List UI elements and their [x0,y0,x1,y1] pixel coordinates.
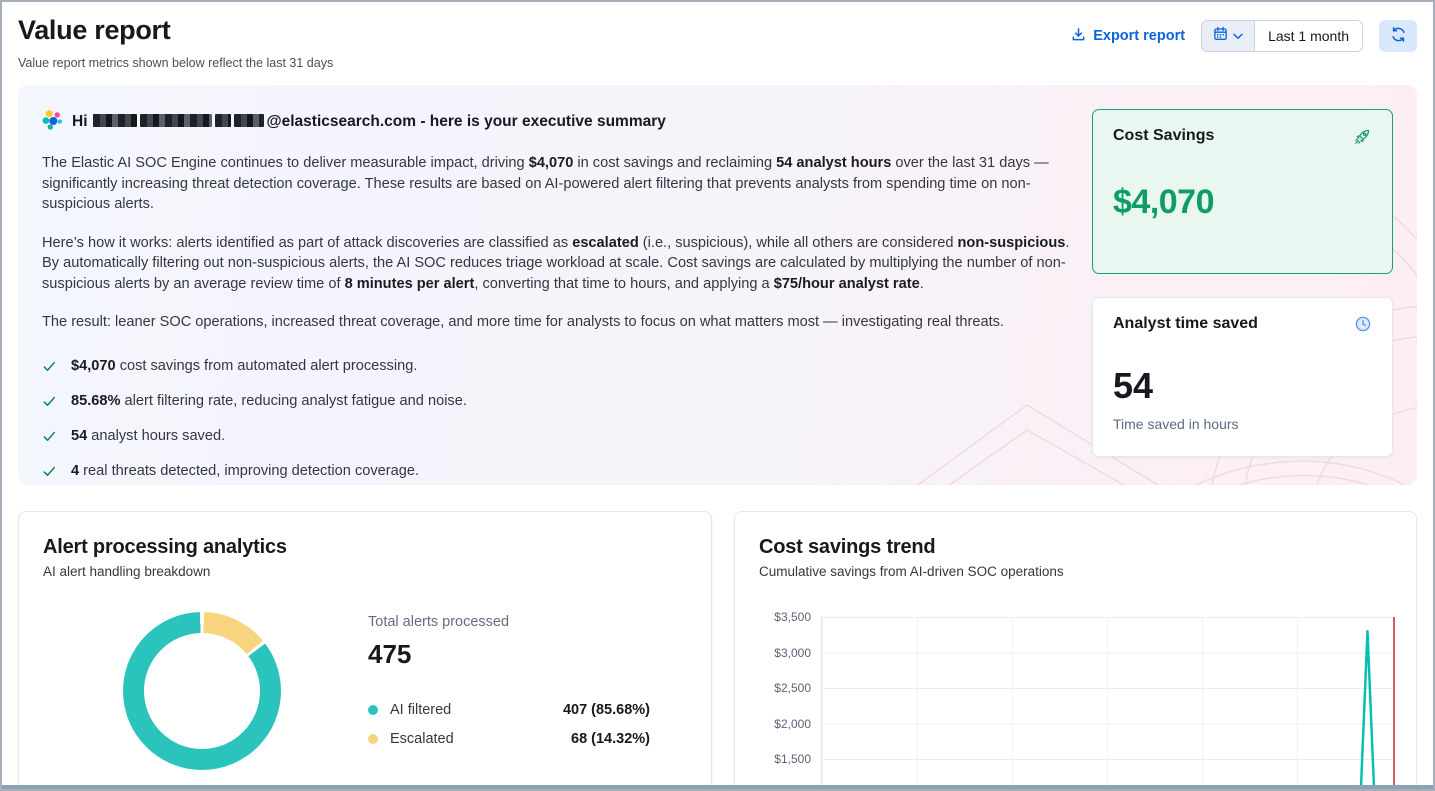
checklist-item-text: $4,070 cost savings from automated alert processing. [71,357,418,374]
cost-savings-card-header [1113,127,1372,152]
alert-processing-analytics-card [18,511,712,791]
summary-paragraphs [42,153,1090,333]
page-subtitle: Value report metrics shown below reflect the last 31 days [18,56,334,70]
check-icon [42,463,57,483]
analytics-title: Alert processing analytics [43,536,287,558]
trend-plot-area[interactable] [821,617,1392,791]
download-icon [1071,27,1086,46]
summary-paragraph: The result: leaner SOC operations, increased threat coverage, and more time for analysts to focus on what matters most — investigating real threats. [42,314,1005,330]
trend-chart [759,610,1392,791]
summary-greeting [72,113,666,131]
checklist-item [42,393,1090,413]
analyst-time-caption: Time saved in hours [1113,416,1239,433]
refresh-icon [1390,26,1407,46]
page-title: Value report [18,15,171,45]
summary-paragraph: The Elastic AI SOC Engine continues to deliver measurable impact, driving $4,070 in cost savings and reclaiming 54 analyst hours over the last 31 days — significantly increasing threat detection coverage. These results are based on AI-powered alert filtering that prevents analysts from spending time on non-suspicious alerts. [42,155,1049,212]
legend-dot [368,734,378,744]
checklist-item-text: 54 analyst hours saved. [71,427,226,444]
summary-paragraph: Here’s how it works: alerts identified as part of attack discoveries are classified as escalated (i.e., suspicious), while all others are considered non-suspicious. By automatically filtering out non-suspicious alerts, the AI SOC reduces triage workload at scale. Cost savings are calculated by multiplying the number of non-suspicious alerts by an average review time of 8 minutes per alert, converting that time to hours, and applying a $75/hour analyst rate. [42,234,1070,292]
cost-savings-value: $4,070 [1113,183,1214,221]
total-alerts-label: Total alerts processed [368,614,510,630]
legend-value: 407 (85.68%) [562,702,650,718]
charts-row [18,511,1417,791]
clock-icon [1354,315,1372,338]
analytics-body [43,612,687,770]
header-actions [1071,20,1417,52]
checklist-item [42,358,1090,378]
title-block [18,13,333,70]
check-icon [42,428,57,448]
analyst-time-card-header [1113,315,1372,338]
trend-y-axis [759,610,811,791]
cost-savings-title: Cost Savings [1113,127,1215,144]
redacted-name-block [140,114,212,127]
alerts-donut-chart[interactable] [123,612,281,770]
checklist-item [42,428,1090,448]
y-axis-tick-label: $3,500 [774,610,811,624]
donut-legend [368,702,650,747]
export-report-button[interactable] [1071,27,1185,46]
executive-summary-panel [18,85,1417,485]
legend-dot [368,705,378,715]
greeting-suffix: @elasticsearch.com - here is your executive summary [266,113,666,130]
total-alerts-value: 475 [368,639,412,669]
legend-row[interactable] [368,731,650,747]
cost-savings-card [1092,109,1393,274]
calendar-icon [1213,26,1228,46]
summary-header [42,109,1090,135]
chevron-down-icon [1233,27,1243,45]
rocket-icon [1352,127,1372,152]
analyst-time-saved-card [1092,297,1393,457]
trend-title: Cost savings trend [759,536,936,558]
export-report-label: Export report [1093,28,1186,44]
y-axis-tick-label: $2,000 [774,716,811,731]
date-range-group [1201,20,1363,52]
summary-checklist [42,358,1090,483]
y-axis-tick-label: $1,500 [774,752,811,766]
legend-value: 68 (14.32%) [571,731,650,747]
page-header [18,2,1417,70]
trend-subtitle: Cumulative savings from AI-driven SOC operations [759,564,1064,579]
elastic-logo-icon [42,109,63,135]
alerts-stats [368,612,650,747]
value-report-page [2,2,1433,791]
check-icon [42,393,57,413]
redacted-name-block [93,114,137,127]
current-time-marker-line [1393,617,1396,791]
savings-line-series [822,617,1392,791]
redacted-name-block [215,114,231,127]
cost-savings-trend-card [734,511,1417,791]
greeting-prefix: Hi [72,113,88,130]
refresh-button[interactable] [1379,20,1417,52]
analyst-time-value: 54 [1113,365,1154,407]
legend-row[interactable] [368,702,650,718]
analytics-subtitle: AI alert handling breakdown [43,564,211,579]
checklist-item-text: 4 real threats detected, improving detection coverage. [71,462,420,479]
redacted-name-block [234,114,264,127]
summary-kpi-column [1092,109,1393,457]
check-icon [42,358,57,378]
y-axis-tick-label: $2,500 [774,681,811,695]
analyst-time-title: Analyst time saved [1113,315,1258,333]
summary-content [42,109,1090,479]
date-picker-button[interactable] [1201,20,1255,52]
y-axis-tick-label: $3,000 [774,645,811,660]
date-range-button[interactable]: Last 1 month [1255,20,1363,52]
checklist-item [42,463,1090,483]
legend-label: AI filtered [390,702,452,718]
legend-label: Escalated [390,731,454,747]
checklist-item-text: 85.68% alert filtering rate, reducing analyst fatigue and noise. [71,392,467,409]
